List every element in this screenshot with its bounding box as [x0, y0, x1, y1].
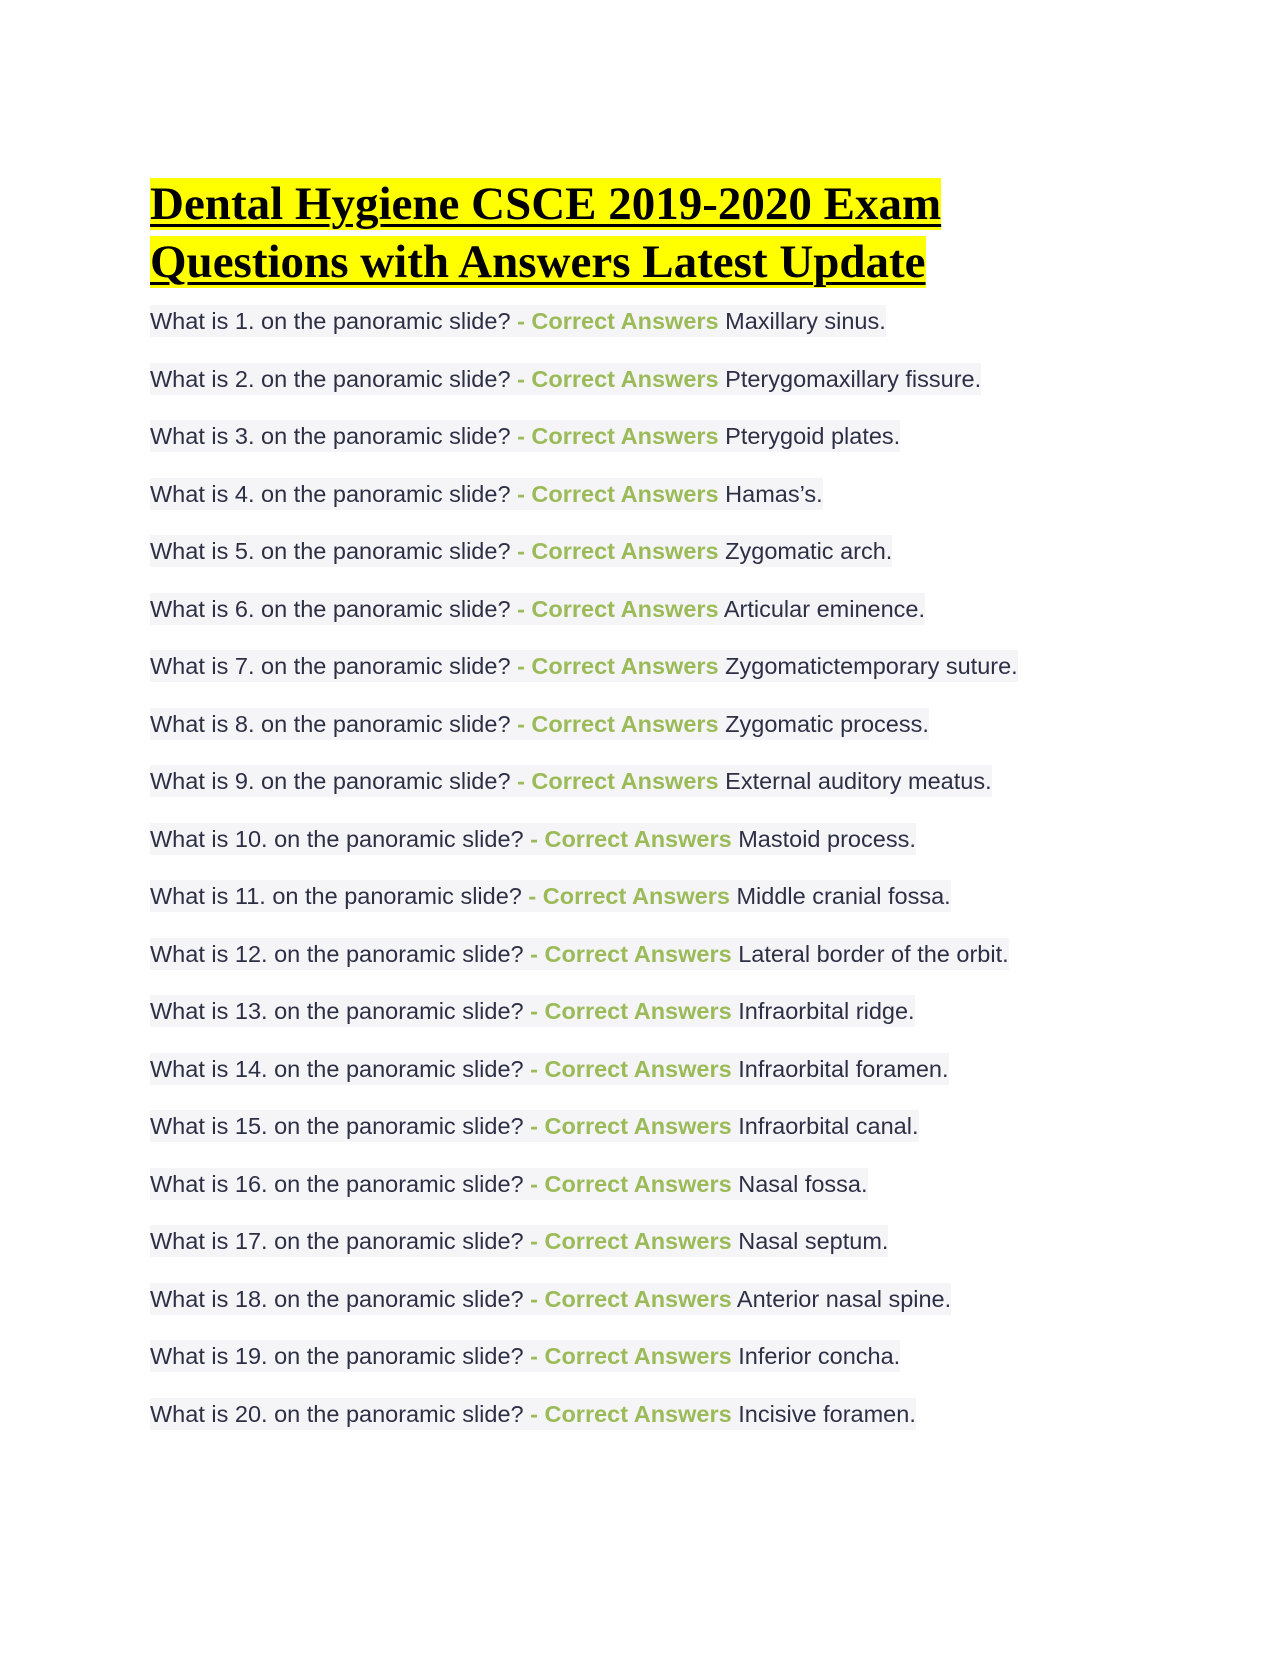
- qa-line: [150, 305, 886, 337]
- answer-text: Anterior nasal spine.: [736, 1285, 952, 1312]
- qa-line: [150, 1398, 916, 1430]
- question-text: What is 9. on the panoramic slide?: [150, 768, 511, 794]
- answer-text: Pterygomaxillary fissure.: [725, 365, 982, 392]
- correct-answers-label: - Correct Answers: [517, 653, 719, 679]
- correct-answers-label: - Correct Answers: [517, 538, 719, 564]
- qa-line: [150, 1110, 919, 1142]
- question-text: What is 16. on the panoramic slide?: [150, 1170, 524, 1197]
- correct-answers-label: - Correct Answers: [530, 998, 732, 1024]
- question-text: What is 17. on the panoramic slide?: [150, 1228, 524, 1254]
- qa-item: [150, 478, 1150, 536]
- correct-answers-label: - Correct Answers: [530, 1055, 732, 1082]
- correct-answers-label: - Correct Answers: [530, 1228, 732, 1254]
- question-text: What is 19. on the panoramic slide?: [150, 1343, 524, 1369]
- answer-text: Zygomatictemporary suture.: [725, 653, 1018, 679]
- correct-answers-label: - Correct Answers: [517, 595, 719, 622]
- qa-item: [150, 1168, 1150, 1226]
- qa-item: [150, 880, 1150, 938]
- qa-line: [150, 995, 915, 1027]
- qa-line: [150, 1053, 949, 1085]
- question-text: What is 5. on the panoramic slide?: [150, 538, 511, 564]
- question-text: What is 11. on the panoramic slide?: [150, 883, 522, 909]
- qa-line: [150, 535, 892, 567]
- qa-item: [150, 938, 1150, 996]
- answer-text: Pterygoid plates.: [725, 423, 901, 449]
- document-page: [150, 175, 1150, 1455]
- answer-text: Hamas’s.: [725, 480, 823, 507]
- qa-item: [150, 1110, 1150, 1168]
- qa-line: [150, 1340, 900, 1372]
- qa-item: [150, 1398, 1150, 1456]
- correct-answers-label: - Correct Answers: [530, 940, 732, 967]
- qa-line: [150, 363, 981, 395]
- question-text: What is 6. on the panoramic slide?: [150, 595, 511, 622]
- question-text: What is 2. on the panoramic slide?: [150, 365, 511, 392]
- qa-item: [150, 1053, 1150, 1111]
- qa-item: [150, 650, 1150, 708]
- question-text: What is 12. on the panoramic slide?: [150, 940, 524, 967]
- answer-text: External auditory meatus.: [725, 768, 992, 794]
- qa-item: [150, 1283, 1150, 1341]
- qa-item: [150, 1225, 1150, 1283]
- answer-text: Nasal septum.: [738, 1228, 889, 1254]
- correct-answers-label: - Correct Answers: [530, 1343, 732, 1369]
- document-title: [150, 175, 1150, 291]
- qa-item: [150, 1340, 1150, 1398]
- answer-text: Zygomatic arch.: [725, 538, 893, 564]
- qa-line: [150, 1225, 888, 1257]
- correct-answers-label: - Correct Answers: [517, 480, 719, 507]
- document-title-text: Dental Hygiene CSCE 2019-2020 Exam Questions with Answers Latest Update: [150, 178, 942, 288]
- correct-answers-label: - Correct Answers: [517, 768, 719, 794]
- qa-item: [150, 823, 1150, 881]
- correct-answers-label: - Correct Answers: [530, 1170, 732, 1197]
- answer-text: Nasal fossa.: [738, 1170, 868, 1197]
- correct-answers-label: - Correct Answers: [530, 825, 732, 852]
- question-text: What is 1. on the panoramic slide?: [150, 308, 511, 334]
- question-text: What is 13. on the panoramic slide?: [150, 998, 524, 1024]
- question-text: What is 14. on the panoramic slide?: [150, 1055, 524, 1082]
- correct-answers-label: - Correct Answers: [530, 1113, 732, 1139]
- qa-line: [150, 880, 951, 912]
- correct-answers-label: - Correct Answers: [528, 883, 730, 909]
- qa-line: [150, 765, 992, 797]
- answer-text: Lateral border of the orbit.: [738, 940, 1009, 967]
- qa-item: [150, 995, 1150, 1053]
- question-text: What is 18. on the panoramic slide?: [150, 1285, 524, 1312]
- qa-line: [150, 420, 900, 452]
- answer-text: Mastoid process.: [738, 825, 916, 852]
- correct-answers-label: - Correct Answers: [517, 308, 719, 334]
- qa-item: [150, 708, 1150, 766]
- correct-answers-label: - Correct Answers: [517, 365, 719, 392]
- question-text: What is 10. on the panoramic slide?: [150, 825, 524, 852]
- correct-answers-label: - Correct Answers: [517, 423, 719, 449]
- qa-line: [150, 478, 823, 510]
- question-text: What is 3. on the panoramic slide?: [150, 423, 511, 449]
- qa-item: [150, 363, 1150, 421]
- answer-text: Zygomatic process.: [725, 710, 929, 737]
- qa-line: [150, 823, 916, 855]
- qa-item: [150, 305, 1150, 363]
- correct-answers-label: - Correct Answers: [517, 710, 719, 737]
- answer-text: Infraorbital ridge.: [738, 998, 915, 1024]
- qa-item: [150, 593, 1150, 651]
- qa-line: [150, 708, 929, 740]
- answer-text: Incisive foramen.: [738, 1400, 916, 1427]
- answer-text: Middle cranial fossa.: [736, 883, 951, 909]
- answer-text: Articular eminence.: [723, 595, 925, 622]
- correct-answers-label: - Correct Answers: [530, 1400, 732, 1427]
- answer-text: Inferior concha.: [738, 1343, 901, 1369]
- qa-item: [150, 535, 1150, 593]
- question-text: What is 20. on the panoramic slide?: [150, 1400, 524, 1427]
- question-text: What is 8. on the panoramic slide?: [150, 710, 511, 737]
- question-text: What is 4. on the panoramic slide?: [150, 480, 511, 507]
- qa-line: [150, 938, 1009, 970]
- answer-text: Infraorbital canal.: [738, 1113, 919, 1139]
- correct-answers-label: - Correct Answers: [530, 1285, 732, 1312]
- qa-item: [150, 765, 1150, 823]
- qa-item: [150, 420, 1150, 478]
- question-text: What is 7. on the panoramic slide?: [150, 653, 511, 679]
- qa-list: [150, 305, 1150, 1455]
- qa-line: [150, 1283, 951, 1315]
- question-text: What is 15. on the panoramic slide?: [150, 1113, 524, 1139]
- answer-text: Infraorbital foramen.: [738, 1055, 949, 1082]
- qa-line: [150, 593, 925, 625]
- qa-line: [150, 650, 1018, 682]
- qa-line: [150, 1168, 868, 1200]
- answer-text: Maxillary sinus.: [725, 308, 886, 334]
